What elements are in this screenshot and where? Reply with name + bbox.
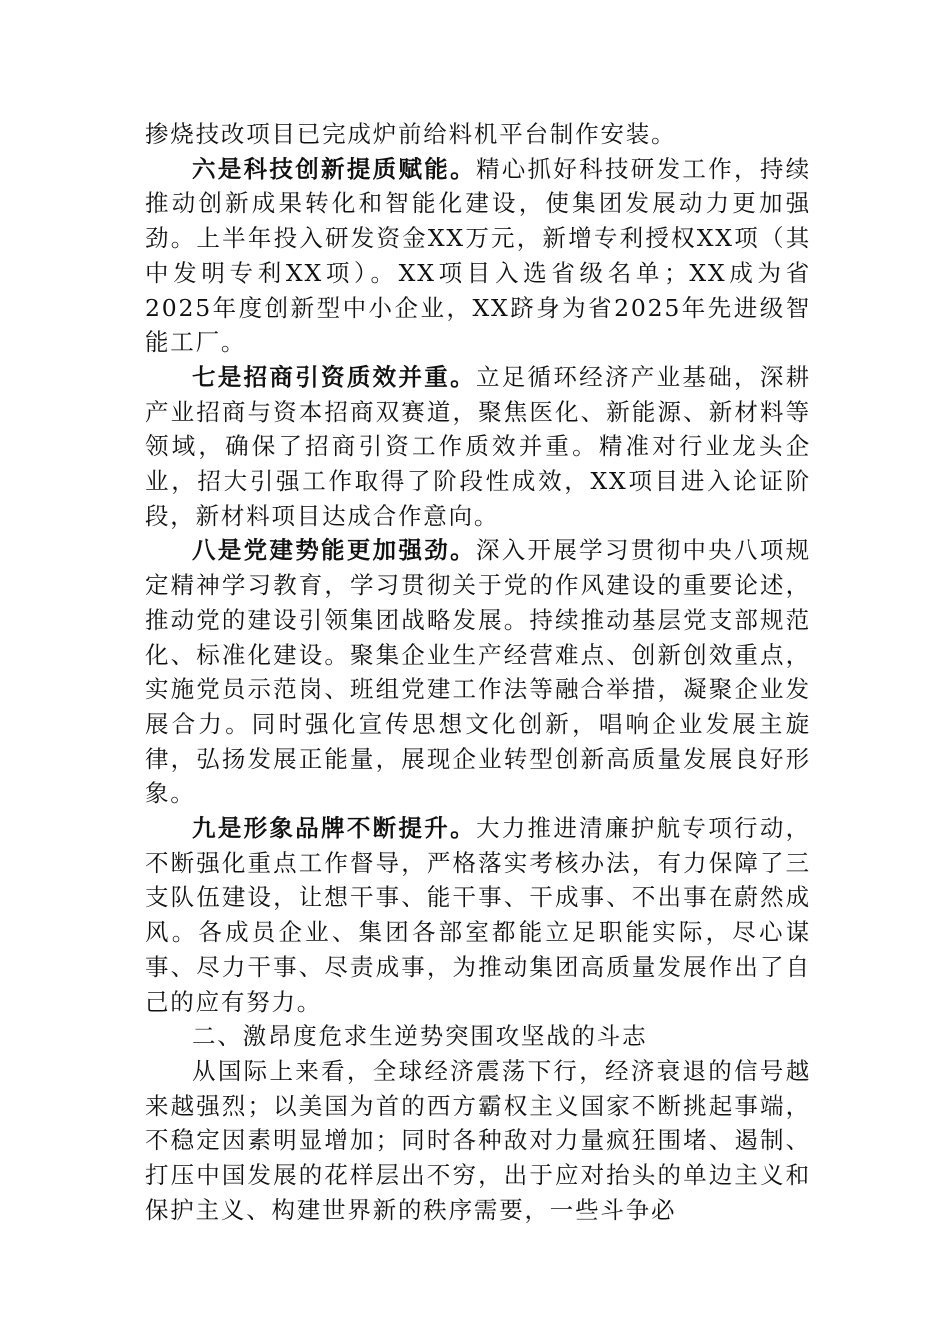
document-page: [145, 117, 811, 1228]
paragraph-international: [145, 1054, 811, 1228]
section-heading: 二、激昂度危求生逆势突围攻坚战的斗志: [192, 1022, 648, 1051]
paragraph-lead: 六是科技创新提质赋能。: [192, 154, 476, 183]
paragraph-brand-image: [145, 811, 811, 1019]
paragraph-continuation: [145, 117, 811, 152]
paragraph-lead: 九是形象品牌不断提升。: [192, 814, 476, 843]
paragraph-party-building: [145, 533, 811, 811]
paragraph-text: 大力推进清廉护航专项行动，不断强化重点工作督导，严格落实考核办法，有力保障了三支队伍建设，让想干事、能干事、干成事、不出事在蔚然成风。各成员企业、集团各部室都能立足职能实际，尽心谋事、尽力干事、尽责成事，为推动集团高质量发展作出了自己的应有努力。: [145, 814, 811, 1016]
paragraph-text: 精心抓好科技研发工作，持续推动创新成果转化和智能化建设，使集团发展动力更加强劲。上半年投入研发资金XX万元，新增专利授权XX项（其中发明专利XX项）。XX项目入选省级名单；XX成为省2025年度创新型中小企业，XX跻身为省2025年先进级智能工厂。: [145, 154, 811, 357]
paragraph-lead: 八是党建势能更加强劲。: [192, 536, 476, 565]
paragraph-text: 深入开展学习贯彻中央八项规定精神学习教育，学习贯彻关于党的作风建设的重要论述，推动党的建设引领集团战略发展。持续推动基层党支部规范化、标准化建设。聚集企业生产经营难点、创新创效重点，实施党员示范岗、班组党建工作法等融合举措，凝聚企业发展合力。同时强化宣传思想文化创新，唱响企业发展主旋律，弘扬发展正能量，展现企业转型创新高质量发展良好形象。: [145, 536, 811, 808]
paragraph-text: 掺烧技改项目已完成炉前给料机平台制作安装。: [145, 120, 677, 148]
paragraph-lead: 七是招商引资质效并重。: [192, 362, 476, 391]
paragraph-investment: [145, 360, 811, 534]
paragraph-text: 立足循环经济产业基础，深耕产业招商与资本招商双赛道，聚焦医化、新能源、新材料等领域，确保了招商引资工作质效并重。精准对行业龙头企业，招大引强工作取得了阶段性成效，XX项目进入论证阶段，新材料项目达成合作意向。: [145, 362, 811, 530]
paragraph-tech-innovation: [145, 152, 811, 360]
paragraph-text: 从国际上来看，全球经济震荡下行，经济衰退的信号越来越强烈；以美国为首的西方霸权主义国家不断挑起事端，不稳定因素明显增加；同时各种敌对力量疯狂围堵、遏制、打压中国发展的花样层出不穷，出于应对抬头的单边主义和保护主义、构建世界新的秩序需要，一些斗争必: [145, 1056, 811, 1224]
